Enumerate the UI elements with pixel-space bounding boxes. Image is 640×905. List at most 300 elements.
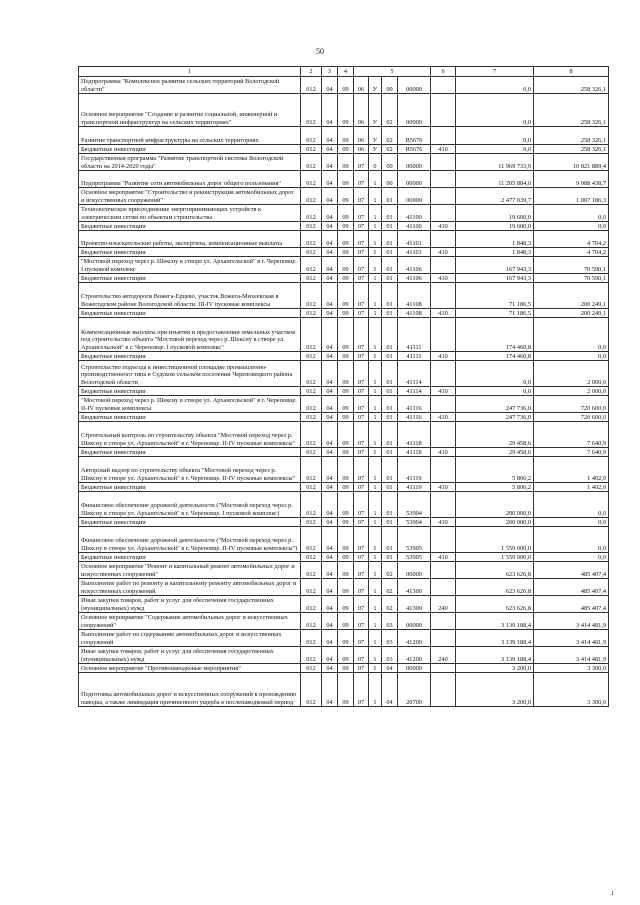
row-code-expense-type: 240	[431, 647, 456, 664]
row-code-ministry: 012	[301, 94, 322, 127]
row-amount-year2: 4 704,2	[534, 231, 609, 248]
header-cell: 7	[456, 67, 534, 77]
row-code-subsection: 09	[338, 387, 354, 396]
row-code-ministry: 012	[301, 145, 322, 154]
row-amount-year1: 623 626,8	[456, 579, 534, 596]
row-code-subsection: 09	[338, 483, 354, 492]
row-code-program: 07	[354, 664, 369, 673]
row-code-subsection: 09	[338, 171, 354, 188]
row-code-section: 04	[322, 127, 338, 145]
row-code-subprogram: 1	[369, 283, 382, 309]
row-code-subsection: 09	[338, 396, 354, 413]
row-description: Бюджетные инвестиции	[79, 518, 301, 527]
row-code-program: 07	[354, 647, 369, 664]
row-code-section: 04	[322, 673, 338, 707]
row-code-expense-type	[431, 361, 456, 387]
row-description: Бюджетные инвестиции	[79, 274, 301, 283]
row-code-expense-type: 410	[431, 145, 456, 154]
row-code-subsection: 09	[338, 257, 354, 274]
row-code-expense-type: 410	[431, 518, 456, 527]
row-description: Основное мероприятие "Строительство и реконструкция автомобильных дорог и искусственных сооружений"	[79, 188, 301, 205]
row-code-activity: 01	[382, 361, 398, 387]
row-description: Развитие транспортной инфраструктуры на сельских территориях	[79, 127, 301, 145]
row-amount-year1: 3 200,0	[456, 664, 534, 673]
row-code-subprogram: 1	[369, 171, 382, 188]
row-code-section: 04	[322, 283, 338, 309]
row-code-program: 07	[354, 248, 369, 257]
table-row	[79, 630, 609, 647]
row-code-section: 04	[322, 309, 338, 318]
row-amount-year2: 0,0	[534, 527, 609, 553]
row-code-direction: 53905	[398, 553, 431, 562]
row-code-activity: 01	[382, 248, 398, 257]
row-code-activity: 00	[382, 77, 398, 94]
row-code-direction: 00000	[398, 77, 431, 94]
row-amount-year2: 3 414 481,9	[534, 647, 609, 664]
row-code-subprogram: 1	[369, 205, 382, 222]
row-description: Подготовка автомобильных дорог и искусственных сооружений к прохождению паводка, а также ликвидация причиненного ущерба в послепаводковый период	[79, 673, 301, 707]
row-code-subsection: 09	[338, 361, 354, 387]
row-code-activity: 01	[382, 413, 398, 422]
table-row	[79, 483, 609, 492]
row-amount-year2: 1 007 186,3	[534, 188, 609, 205]
row-code-ministry: 012	[301, 422, 322, 448]
row-code-program: 07	[354, 352, 369, 361]
table-row	[79, 248, 609, 257]
row-code-expense-type	[431, 127, 456, 145]
table-row	[79, 457, 609, 483]
row-code-subprogram: 1	[369, 553, 382, 562]
table-row	[79, 673, 609, 707]
row-code-direction: 53904	[398, 492, 431, 518]
row-code-program: 07	[354, 257, 369, 274]
row-code-subsection: 09	[338, 94, 354, 127]
row-code-expense-type	[431, 630, 456, 647]
row-code-expense-type	[431, 154, 456, 171]
row-code-expense-type: 410	[431, 274, 456, 283]
row-description: Авторский надзор по строительству объекта "Мостовой переход через р. Шексну в створе ул. Архангельской" в г. Череповце. II-IV пусковые комплексы"	[79, 457, 301, 483]
table-row	[79, 413, 609, 422]
row-code-ministry: 012	[301, 248, 322, 257]
row-code-activity: 02	[382, 127, 398, 145]
row-code-expense-type	[431, 457, 456, 483]
row-code-expense-type	[431, 613, 456, 630]
row-code-section: 04	[322, 387, 338, 396]
row-description: Проектно-изыскательские работы, экспертизы, компенсационные выплаты	[79, 231, 301, 248]
row-code-activity: 01	[382, 205, 398, 222]
row-code-activity: 01	[382, 231, 398, 248]
row-code-section: 04	[322, 630, 338, 647]
row-amount-year2: 258 326,1	[534, 94, 609, 127]
row-amount-year1: 71 186,5	[456, 309, 534, 318]
row-code-ministry: 012	[301, 413, 322, 422]
row-code-subprogram: 1	[369, 248, 382, 257]
table-row	[79, 145, 609, 154]
row-amount-year1: 174 460,8	[456, 352, 534, 361]
row-code-program: 07	[354, 483, 369, 492]
row-code-activity: 01	[382, 387, 398, 396]
row-code-ministry: 012	[301, 553, 322, 562]
row-description: Выполнение работ по ремонту и капитальному ремонту автомобильных дорог и искусственных сооружений	[79, 579, 301, 596]
row-code-activity: 00	[382, 154, 398, 171]
row-amount-year1: 3 139 188,4	[456, 630, 534, 647]
row-amount-year1: 1 848,3	[456, 248, 534, 257]
row-code-subsection: 09	[338, 145, 354, 154]
row-code-subprogram: 1	[369, 396, 382, 413]
row-amount-year2: 0,0	[534, 318, 609, 352]
row-code-program: 07	[354, 396, 369, 413]
row-code-program: 07	[354, 413, 369, 422]
row-amount-year1: 623 626,8	[456, 562, 534, 579]
row-amount-year2: 3 414 481,9	[534, 630, 609, 647]
row-code-ministry: 012	[301, 673, 322, 707]
row-code-expense-type	[431, 422, 456, 448]
row-code-direction: 41101	[398, 231, 431, 248]
row-code-expense-type	[431, 94, 456, 127]
row-code-direction: 41200	[398, 647, 431, 664]
row-code-direction: 41118	[398, 422, 431, 448]
table-row	[79, 171, 609, 188]
row-code-program: 07	[354, 222, 369, 231]
row-amount-year1: 3 200,0	[456, 673, 534, 707]
row-code-activity: 02	[382, 145, 398, 154]
row-code-ministry: 012	[301, 257, 322, 274]
row-amount-year2: 3 300,0	[534, 673, 609, 707]
row-code-ministry: 012	[301, 518, 322, 527]
row-code-subprogram: 1	[369, 664, 382, 673]
row-amount-year2: 70 590,1	[534, 274, 609, 283]
row-code-section: 04	[322, 527, 338, 553]
row-code-subprogram: 1	[369, 188, 382, 205]
row-code-subsection: 09	[338, 205, 354, 222]
row-amount-year2: 7 640,9	[534, 448, 609, 457]
row-description: Иные закупки товаров, работ и услуг для обеспечения государственных (муниципальных) нужд	[79, 647, 301, 664]
row-amount-year2: 258 326,1	[534, 77, 609, 94]
row-code-subprogram: 1	[369, 630, 382, 647]
row-code-program: 06	[354, 127, 369, 145]
row-code-direction: 41114	[398, 387, 431, 396]
row-code-expense-type: 410	[431, 352, 456, 361]
row-code-activity: 00	[382, 171, 398, 188]
corner-mark: 1	[611, 891, 614, 897]
row-code-subprogram: 1	[369, 318, 382, 352]
row-code-program: 07	[354, 527, 369, 553]
row-code-subsection: 09	[338, 127, 354, 145]
row-code-direction: 00000	[398, 94, 431, 127]
row-code-expense-type: 410	[431, 553, 456, 562]
row-code-direction: 00000	[398, 171, 431, 188]
row-code-program: 07	[354, 673, 369, 707]
row-amount-year2: 0,0	[534, 222, 609, 231]
row-code-section: 04	[322, 188, 338, 205]
row-code-direction: 41108	[398, 283, 431, 309]
row-code-expense-type	[431, 318, 456, 352]
row-amount-year2: 0,0	[534, 518, 609, 527]
row-code-section: 04	[322, 613, 338, 630]
row-code-subsection: 09	[338, 647, 354, 664]
row-code-section: 04	[322, 145, 338, 154]
row-code-ministry: 012	[301, 171, 322, 188]
row-code-program: 07	[354, 518, 369, 527]
row-code-activity: 01	[382, 309, 398, 318]
row-code-direction: 41100	[398, 205, 431, 222]
row-code-subsection: 09	[338, 231, 354, 248]
row-code-program: 07	[354, 361, 369, 387]
row-code-ministry: 012	[301, 309, 322, 318]
row-amount-year1: 200 000,0	[456, 518, 534, 527]
row-code-activity: 02	[382, 94, 398, 127]
row-code-section: 04	[322, 274, 338, 283]
row-amount-year2: 3 414 481,9	[534, 613, 609, 630]
row-description: "Мостовой переход через р. Шексну в створе ул. Архангельской" в г. Череповце. I пусковой комплекс	[79, 257, 301, 274]
row-amount-year2: 720 600,0	[534, 413, 609, 422]
row-code-direction: 20700	[398, 673, 431, 707]
row-code-activity: 04	[382, 664, 398, 673]
row-description: Основное мероприятие "Создание и развитие социальной, инженерной и транспортной инфраструктур на сельских территориях"	[79, 94, 301, 127]
row-code-subprogram: 1	[369, 613, 382, 630]
row-amount-year1: 247 736,0	[456, 413, 534, 422]
header-cell: 1	[79, 67, 301, 77]
row-code-subsection: 09	[338, 664, 354, 673]
row-code-expense-type	[431, 396, 456, 413]
row-code-activity: 01	[382, 483, 398, 492]
page-number: 50	[316, 47, 324, 56]
row-amount-year1: 3 139 188,4	[456, 613, 534, 630]
row-code-subsection: 09	[338, 222, 354, 231]
row-code-subprogram: 1	[369, 562, 382, 579]
row-code-ministry: 012	[301, 579, 322, 596]
table-row	[79, 77, 609, 94]
row-code-ministry: 012	[301, 483, 322, 492]
row-description: Бюджетные инвестиции	[79, 222, 301, 231]
row-description: Строительство подъезда к инвестиционной площадке промышленно-производственного типа в Судском сельском поселении Череповецкого района Вологодской области	[79, 361, 301, 387]
row-code-subprogram: 1	[369, 257, 382, 274]
row-code-subsection: 09	[338, 188, 354, 205]
row-amount-year1: 11 969 733,9	[456, 154, 534, 171]
row-code-ministry: 012	[301, 318, 322, 352]
table-row	[79, 283, 609, 309]
row-amount-year2: 0,0	[534, 492, 609, 518]
row-code-expense-type	[431, 188, 456, 205]
row-description: Финансовое обеспечение дорожной деятельности ("Мостовой переход через р. Шексну в створе ул. Архангельской" в г. Череповце. I пусковой комплекс)	[79, 492, 301, 518]
row-code-activity: 01	[382, 257, 398, 274]
row-description: Компенсационные выплаты при изъятии и предоставлении земельных участков под строительство объекта "Мостовой переход через р. Шексну в створе ул. Архангельской" в г. Череповце. I пусковой комплекс"	[79, 318, 301, 352]
row-code-ministry: 012	[301, 188, 322, 205]
row-amount-year1: 167 943,3	[456, 257, 534, 274]
row-amount-year2: 485 407,4	[534, 562, 609, 579]
row-code-subsection: 09	[338, 448, 354, 457]
row-code-section: 04	[322, 205, 338, 222]
row-code-activity: 01	[382, 527, 398, 553]
row-code-activity: 01	[382, 448, 398, 457]
row-code-direction: 41106	[398, 257, 431, 274]
row-code-activity: 01	[382, 274, 398, 283]
row-code-ministry: 012	[301, 387, 322, 396]
row-code-activity: 03	[382, 613, 398, 630]
row-amount-year2: 2 000,0	[534, 361, 609, 387]
table-row	[79, 154, 609, 171]
row-code-subsection: 09	[338, 518, 354, 527]
row-code-activity: 01	[382, 492, 398, 518]
row-code-program: 07	[354, 274, 369, 283]
row-description: Бюджетные инвестиции	[79, 387, 301, 396]
table-row	[79, 361, 609, 387]
row-code-subsection: 09	[338, 596, 354, 613]
row-amount-year1: 5 806,2	[456, 457, 534, 483]
row-code-expense-type	[431, 257, 456, 274]
row-code-subprogram: 1	[369, 448, 382, 457]
row-code-activity: 01	[382, 318, 398, 352]
table-row	[79, 205, 609, 222]
row-amount-year1: 29 458,6	[456, 448, 534, 457]
row-code-expense-type: 410	[431, 413, 456, 422]
row-code-subsection: 09	[338, 274, 354, 283]
row-code-subprogram: 1	[369, 361, 382, 387]
row-code-subprogram: 0	[369, 154, 382, 171]
table-body	[79, 77, 609, 707]
row-description: Бюджетные инвестиции	[79, 553, 301, 562]
row-code-direction: 41116	[398, 396, 431, 413]
row-code-expense-type: 410	[431, 387, 456, 396]
row-code-section: 04	[322, 457, 338, 483]
row-code-ministry: 012	[301, 630, 322, 647]
row-code-ministry: 012	[301, 127, 322, 145]
table-row	[79, 396, 609, 413]
row-code-section: 04	[322, 361, 338, 387]
row-code-program: 06	[354, 145, 369, 154]
row-code-direction: 41106	[398, 274, 431, 283]
row-code-ministry: 012	[301, 457, 322, 483]
row-code-activity: 01	[382, 457, 398, 483]
row-amount-year1: 0,0	[456, 77, 534, 94]
row-code-subprogram: 1	[369, 413, 382, 422]
row-code-section: 04	[322, 257, 338, 274]
row-amount-year2: 10 821 889,4	[534, 154, 609, 171]
row-code-subsection: 09	[338, 492, 354, 518]
table-row	[79, 664, 609, 673]
row-amount-year1: 2 477 039,7	[456, 188, 534, 205]
row-amount-year2: 485 407,4	[534, 596, 609, 613]
row-amount-year1: 0,0	[456, 145, 534, 154]
row-code-subsection: 09	[338, 630, 354, 647]
row-code-ministry: 012	[301, 222, 322, 231]
row-code-subsection: 09	[338, 613, 354, 630]
row-code-expense-type	[431, 171, 456, 188]
row-code-ministry: 012	[301, 77, 322, 94]
row-code-ministry: 012	[301, 647, 322, 664]
row-description: Бюджетные инвестиции	[79, 145, 301, 154]
row-code-section: 04	[322, 94, 338, 127]
row-amount-year1: 1 559 000,0	[456, 527, 534, 553]
row-amount-year2: 720 600,0	[534, 396, 609, 413]
row-code-section: 04	[322, 171, 338, 188]
row-code-section: 04	[322, 562, 338, 579]
row-code-expense-type	[431, 527, 456, 553]
row-code-section: 04	[322, 413, 338, 422]
row-code-subsection: 09	[338, 352, 354, 361]
table-row	[79, 352, 609, 361]
row-code-subprogram: 1	[369, 309, 382, 318]
row-code-direction: 53905	[398, 527, 431, 553]
row-code-ministry: 012	[301, 562, 322, 579]
row-amount-year1: 0,0	[456, 361, 534, 387]
row-code-direction: 41111	[398, 352, 431, 361]
row-description: Финансовое обеспечение дорожной деятельности ("Мостовой переход через р. Шексну в створе ул. Архангельской" в г. Череповце. II-IV пусковые комплексы")	[79, 527, 301, 553]
row-amount-year2: 258 326,1	[534, 145, 609, 154]
row-code-ministry: 012	[301, 448, 322, 457]
row-code-subsection: 09	[338, 77, 354, 94]
row-code-section: 04	[322, 77, 338, 94]
row-description: Строительство автодороги Вожега-Ерцево, участок Вожега-Михеевская в Вожегодском районе Вологодской области. III-IV пусковые комплексы	[79, 283, 301, 309]
row-code-subsection: 09	[338, 562, 354, 579]
header-cell: 2	[301, 67, 322, 77]
row-code-activity: 03	[382, 647, 398, 664]
row-code-section: 04	[322, 596, 338, 613]
row-description: Бюджетные инвестиции	[79, 483, 301, 492]
row-description: Строительный контроль по строительству объекта "Мостовой переход через р. Шексну в створе ул. Архангельской" в г. Череповце. II-IV пусковые комплексы"	[79, 422, 301, 448]
row-code-ministry: 012	[301, 613, 322, 630]
row-code-activity: 01	[382, 283, 398, 309]
table-row	[79, 387, 609, 396]
row-amount-year1: 5 806,2	[456, 483, 534, 492]
row-code-expense-type: 410	[431, 248, 456, 257]
row-code-subprogram: 1	[369, 596, 382, 613]
row-code-expense-type	[431, 492, 456, 518]
table-row	[79, 553, 609, 562]
row-amount-year1: 247 736,0	[456, 396, 534, 413]
row-code-direction: 41111	[398, 318, 431, 352]
table-row	[79, 94, 609, 127]
row-description: Подпрограмма "Комплексное развитие сельских территорий Вологодской области"	[79, 77, 301, 94]
table-row	[79, 613, 609, 630]
row-amount-year1: 0,0	[456, 127, 534, 145]
row-code-subprogram: 1	[369, 518, 382, 527]
row-code-program: 07	[354, 283, 369, 309]
header-cell: 6	[431, 67, 456, 77]
header-cell: 4	[338, 67, 354, 77]
row-amount-year1: 200 000,0	[456, 492, 534, 518]
row-amount-year2: 4 704,2	[534, 248, 609, 257]
row-code-subprogram: 1	[369, 673, 382, 707]
row-code-direction: 41119	[398, 457, 431, 483]
row-code-subprogram: У	[369, 94, 382, 127]
row-amount-year1: 1 559 000,0	[456, 553, 534, 562]
row-code-direction: R5676	[398, 127, 431, 145]
row-code-ministry: 012	[301, 205, 322, 222]
row-code-section: 04	[322, 422, 338, 448]
row-code-subsection: 09	[338, 154, 354, 171]
table-row	[79, 596, 609, 613]
row-amount-year2: 0,0	[534, 205, 609, 222]
row-code-section: 04	[322, 483, 338, 492]
row-code-expense-type	[431, 77, 456, 94]
row-amount-year1: 29 458,6	[456, 422, 534, 448]
row-code-program: 07	[354, 448, 369, 457]
table-row	[79, 231, 609, 248]
row-code-activity: 03	[382, 630, 398, 647]
row-description: Основное мероприятие "Содержание автомобильных дорог и искусственных сооружений"	[79, 613, 301, 630]
row-amount-year2: 2 000,0	[534, 387, 609, 396]
row-amount-year1: 19 600,0	[456, 222, 534, 231]
row-code-activity: 02	[382, 579, 398, 596]
row-code-ministry: 012	[301, 396, 322, 413]
row-code-ministry: 012	[301, 492, 322, 518]
row-amount-year1: 0,0	[456, 94, 534, 127]
table-row	[79, 527, 609, 553]
row-code-section: 04	[322, 231, 338, 248]
row-code-subsection: 09	[338, 413, 354, 422]
row-description: Бюджетные инвестиции	[79, 309, 301, 318]
